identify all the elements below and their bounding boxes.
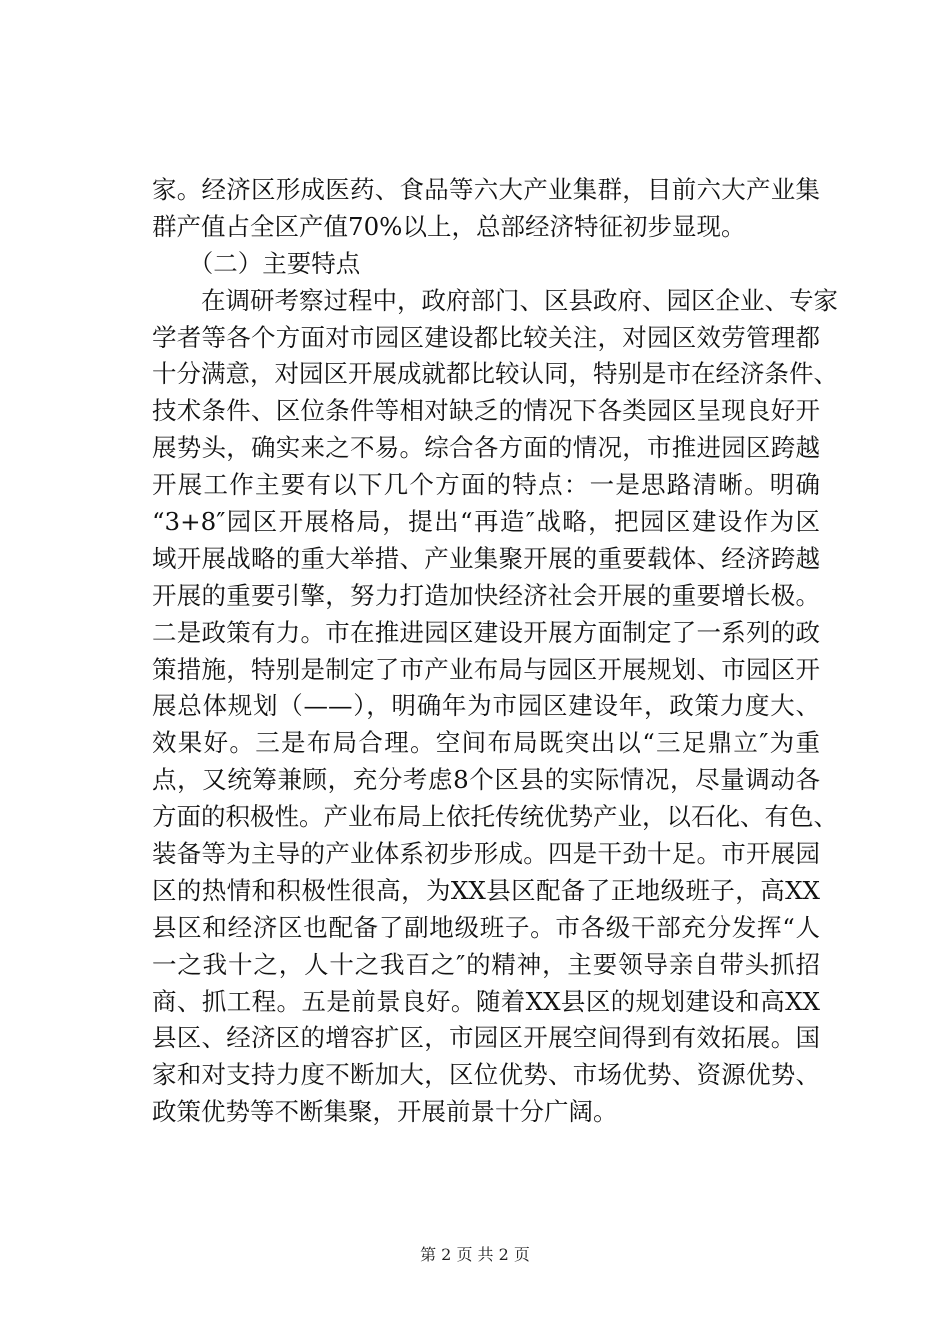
text-line: 方面的积极性。产业布局上依托传统优势产业，以石化、有色、 [152, 802, 838, 832]
page-footer [0, 1244, 950, 1266]
text-line: 一之我十之，人十之我百之″的精神，主要领导亲自带头抓招 [152, 949, 820, 979]
page-number-label: 第 2 页 共 2 页 [420, 1245, 530, 1264]
text-line: “3+8″园区开展格局，提出“再造″战略，把园区建设作为区 [152, 507, 820, 537]
text-line: 家。经济区形成医药、食品等六大产业集群，目前六大产业集 [152, 175, 820, 204]
text-line: 开展的重要引擎，努力打造加快经济社会开展的重要增长极。 [152, 580, 820, 610]
document-body [152, 172, 838, 1131]
text-line: 商、抓工程。五是前景良好。随着XX县区的规划建设和高XX [152, 986, 820, 1016]
text-line: 开展工作主要有以下几个方面的特点：一是思路清晰。明确 [152, 470, 820, 500]
text-line: 十分满意，对园区开展成就都比较认同，特别是市在经济条件、 [152, 359, 838, 389]
text-line: 家和对支持力度不断加大，区位优势、市场优势、资源优势、 [152, 1060, 820, 1090]
text-line: 在调研考察过程中，政府部门、区县政府、园区企业、专家 [152, 285, 838, 315]
text-line: 域开展战略的重大举措、产业集聚开展的重要载体、经济跨越 [152, 543, 820, 573]
text-line: 二是政策有力。市在推进园区建设开展方面制定了一系列的政 [152, 617, 820, 647]
text-line: 效果好。三是布局合理。空间布局既突出以“三足鼎立″为重 [152, 728, 820, 758]
text-line: 群产值占全区产值70%以上，总部经济特征初步显现。 [152, 211, 746, 241]
text-line: 区的热情和积极性很高，为XX县区配备了正地级班子，高XX [152, 875, 820, 905]
text-line: 装备等为主导的产业体系初步形成。四是干劲十足。市开展园 [152, 839, 820, 869]
text-line: 展势头，确实来之不易。综合各方面的情况，市推进园区跨越 [152, 433, 820, 463]
text-line: 技术条件、区位条件等相对缺乏的情况下各类园区呈现良好开 [152, 396, 820, 426]
text-line: 点，又统筹兼顾，充分考虑8个区县的实际情况，尽量调动各 [152, 765, 820, 795]
text-line: 学者等各个方面对市园区建设都比较关注，对园区效劳管理都 [152, 322, 820, 352]
section-heading: （二）主要特点 [152, 248, 361, 278]
text-line: 展总体规划（——），明确年为市园区建设年，政策力度大、 [152, 691, 820, 721]
text-line: 策措施，特别是制定了市产业布局与园区开展规划、市园区开 [152, 654, 820, 684]
text-line: 县区和经济区也配备了副地级班子。市各级干部充分发挥“人 [152, 912, 820, 942]
text-line: 县区、经济区的增容扩区，市园区开展空间得到有效拓展。国 [152, 1023, 820, 1053]
text-line: 政策优势等不断集聚，开展前景十分广阔。 [152, 1097, 618, 1127]
